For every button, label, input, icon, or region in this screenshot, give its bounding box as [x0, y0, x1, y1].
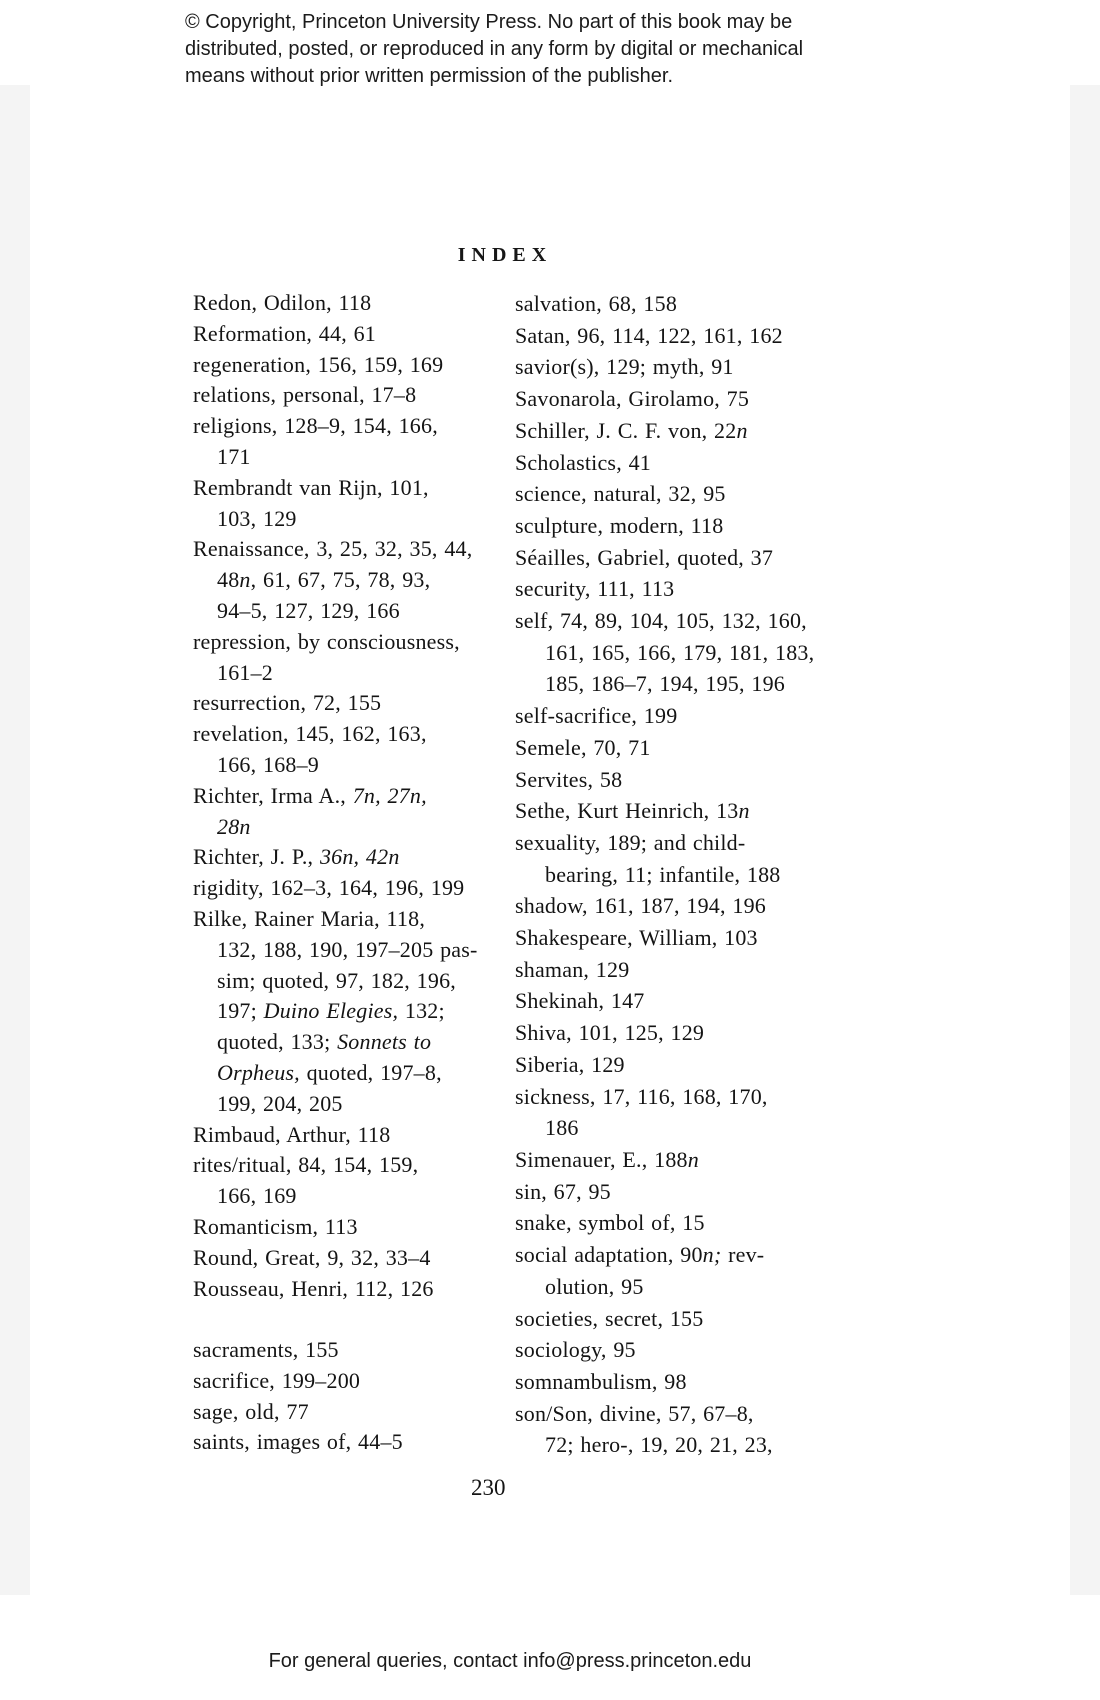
index-line: Satan, 96, 114, 122, 161, 162: [515, 322, 783, 348]
copyright-line: means without prior written permission of the publisher.: [185, 65, 674, 87]
index-line: savior(s), 129; myth, 91: [515, 354, 734, 380]
index-line: Shakespeare, William, 103: [515, 925, 758, 951]
index-line: 166, 168–9: [217, 751, 319, 777]
index-line: societies, secret, 155: [515, 1305, 704, 1331]
index-entry: [515, 1334, 814, 1366]
index-line: revelation, 145, 162, 163,: [193, 721, 427, 747]
index-entry: [193, 411, 515, 473]
index-entry: [193, 1243, 515, 1274]
index-line: Reformation, 44, 61: [193, 320, 376, 346]
index-entry: [193, 842, 515, 873]
index-entry: [515, 922, 814, 954]
index-entry: [515, 605, 814, 700]
index-entry: [193, 1397, 515, 1428]
copyright-line: distributed, posted, or reproduced in any form by digital or mechanical: [185, 38, 804, 60]
index-entry: [193, 380, 515, 411]
index-entry: [193, 873, 515, 904]
index-line: sacrifice, 199–200: [193, 1367, 361, 1393]
index-line: Richter, Irma A., 7n, 27n,: [193, 782, 427, 808]
index-entry: [193, 1427, 515, 1458]
scan-edge-right: [1070, 85, 1100, 1595]
index-entry: [193, 1274, 515, 1305]
index-entry: [515, 827, 814, 890]
index-line: rites/ritual, 84, 154, 159,: [193, 1152, 419, 1178]
index-entry: [515, 288, 814, 320]
index-entry: [515, 764, 814, 796]
index-line: regeneration, 156, 159, 169: [193, 351, 444, 377]
index-entry: [515, 1176, 814, 1208]
index-entry: [515, 890, 814, 922]
index-entry: [515, 700, 814, 732]
index-line: repression, by consciousness,: [193, 628, 460, 654]
index-line: 72; hero-, 19, 20, 21, 23,: [545, 1432, 773, 1458]
index-line: Séailles, Gabriel, quoted, 37: [515, 544, 774, 570]
index-entry: [515, 447, 814, 479]
index-line: 186: [545, 1115, 579, 1141]
index-line: 103, 129: [217, 505, 297, 531]
index-line: Rousseau, Henri, 112, 126: [193, 1275, 434, 1301]
index-line: sin, 67, 95: [515, 1178, 611, 1204]
index-line: saints, images of, 44–5: [193, 1429, 403, 1455]
index-entry: [515, 542, 814, 574]
index-entry: [193, 781, 515, 843]
index-line: sickness, 17, 116, 168, 170,: [515, 1083, 768, 1109]
index-line: 132, 188, 190, 197–205 pas-: [217, 936, 478, 962]
index-line: sociology, 95: [515, 1337, 636, 1363]
index-entry: [193, 627, 515, 689]
index-entry: [515, 383, 814, 415]
index-entry: [193, 1212, 515, 1243]
index-line: rigidity, 162–3, 164, 196, 199: [193, 875, 465, 901]
index-line: Shekinah, 147: [515, 988, 645, 1014]
index-line: 94–5, 127, 129, 166: [217, 597, 400, 623]
index-line: Schiller, J. C. F. von, 22n: [515, 417, 748, 443]
index-entry: [193, 904, 515, 1120]
index-entry: [515, 478, 814, 510]
index-line: relations, personal, 17–8: [193, 382, 417, 408]
index-entry: [515, 732, 814, 764]
index-line: self, 74, 89, 104, 105, 132, 160,: [515, 608, 807, 634]
index-line: 48n, 61, 67, 75, 78, 93,: [217, 567, 431, 593]
index-line: Redon, Odilon, 118: [193, 290, 372, 315]
index-line: 28n: [217, 813, 251, 839]
index-entry: [193, 1120, 515, 1151]
index-line: 161–2: [217, 659, 273, 685]
index-entry: [515, 1366, 814, 1398]
index-entry: [193, 1150, 515, 1212]
copyright-line: © Copyright, Princeton University Press. No part of this book may be: [185, 11, 793, 33]
page-title: INDEX: [457, 244, 553, 266]
index-entry: [515, 985, 814, 1017]
index-entry: [515, 1081, 814, 1144]
index-line: Rimbaud, Arthur, 118: [193, 1121, 391, 1147]
index-entry: [193, 1335, 515, 1366]
index-line: Siberia, 129: [515, 1051, 625, 1077]
index-entry: [193, 1366, 515, 1397]
index-line: Simenauer, E., 188n: [515, 1146, 699, 1172]
index-entry: [193, 534, 515, 626]
index-line: sim; quoted, 97, 182, 196,: [217, 967, 456, 993]
index-entry: [193, 319, 515, 350]
index-line: Rembrandt van Rijn, 101,: [193, 474, 429, 500]
index-entry: [515, 320, 814, 352]
index-line: sculpture, modern, 118: [515, 512, 724, 538]
index-line: shadow, 161, 187, 194, 196: [515, 893, 766, 919]
index-entry: [515, 510, 814, 542]
index-line: Scholastics, 41: [515, 449, 651, 475]
footer-contact: For general queries, contact info@press.princeton.edu: [268, 1650, 752, 1672]
index-line: snake, symbol of, 15: [515, 1210, 705, 1236]
index-line: olution, 95: [545, 1273, 644, 1299]
index-line: Round, Great, 9, 32, 33–4: [193, 1244, 431, 1270]
index-entry: [193, 688, 515, 719]
index-entry: [515, 1017, 814, 1049]
scan-edge-left: [0, 85, 30, 1595]
index-line: Servites, 58: [515, 766, 623, 792]
index-line: 166, 169: [217, 1183, 297, 1209]
index-line: somnambulism, 98: [515, 1368, 687, 1394]
index-entry: [515, 1144, 814, 1176]
index-line: Sethe, Kurt Heinrich, 13n: [515, 798, 750, 824]
index-line: 161, 165, 166, 179, 181, 183,: [545, 639, 815, 665]
index-line: Richter, J. P., 36n, 42n: [193, 844, 400, 870]
index-entry: [515, 1239, 814, 1302]
index-line: Rilke, Rainer Maria, 118,: [193, 905, 426, 931]
index-entry: [515, 795, 814, 827]
index-entry: [515, 954, 814, 986]
index-line: 185, 186–7, 194, 195, 196: [545, 671, 785, 697]
index-line: 199, 204, 205: [217, 1090, 343, 1116]
index-line: Shiva, 101, 125, 129: [515, 1020, 705, 1046]
index-line: science, natural, 32, 95: [515, 481, 726, 507]
index-entry: [193, 719, 515, 781]
index-line: Renaissance, 3, 25, 32, 35, 44,: [193, 536, 473, 562]
index-line: 171: [217, 443, 251, 469]
index-entry: [515, 415, 814, 447]
index-entry: [193, 288, 515, 319]
index-line: sexuality, 189; and child-: [515, 829, 746, 855]
index-line: Savonarola, Girolamo, 75: [515, 386, 750, 412]
index-entry: [515, 1398, 814, 1461]
index-line: religions, 128–9, 154, 166,: [193, 413, 438, 439]
index-line: son/Son, divine, 57, 67–8,: [515, 1400, 754, 1426]
index-line: social adaptation, 90n; rev-: [515, 1242, 765, 1268]
index-line: bearing, 11; infantile, 188: [545, 861, 781, 887]
index-line: quoted, 133; Sonnets to: [217, 1029, 432, 1055]
index-line: sacraments, 155: [193, 1337, 339, 1363]
index-column-left: [193, 288, 515, 1458]
index-entry: [515, 1303, 814, 1335]
index-entry: [515, 573, 814, 605]
index-entry: [193, 350, 515, 381]
index-line: security, 111, 113: [515, 576, 675, 602]
index-line: 197; Duino Elegies, 132;: [217, 998, 445, 1024]
index-columns: [193, 288, 814, 1461]
index-entry: [515, 1049, 814, 1081]
index-line: Romanticism, 113: [193, 1213, 358, 1239]
page-number: 230: [471, 1475, 506, 1500]
index-line: sage, old, 77: [193, 1398, 309, 1424]
index-entry: [515, 351, 814, 383]
index-entry: [515, 1207, 814, 1239]
index-line: Orpheus, quoted, 197–8,: [217, 1059, 442, 1085]
index-line: salvation, 68, 158: [515, 291, 678, 316]
index-line: shaman, 129: [515, 956, 630, 982]
copyright-notice: [185, 9, 803, 90]
index-line: self-sacrifice, 199: [515, 703, 678, 729]
index-column-right: [515, 288, 814, 1461]
index-line: resurrection, 72, 155: [193, 690, 382, 716]
index-entry: [193, 473, 515, 535]
index-line: Semele, 70, 71: [515, 734, 651, 760]
